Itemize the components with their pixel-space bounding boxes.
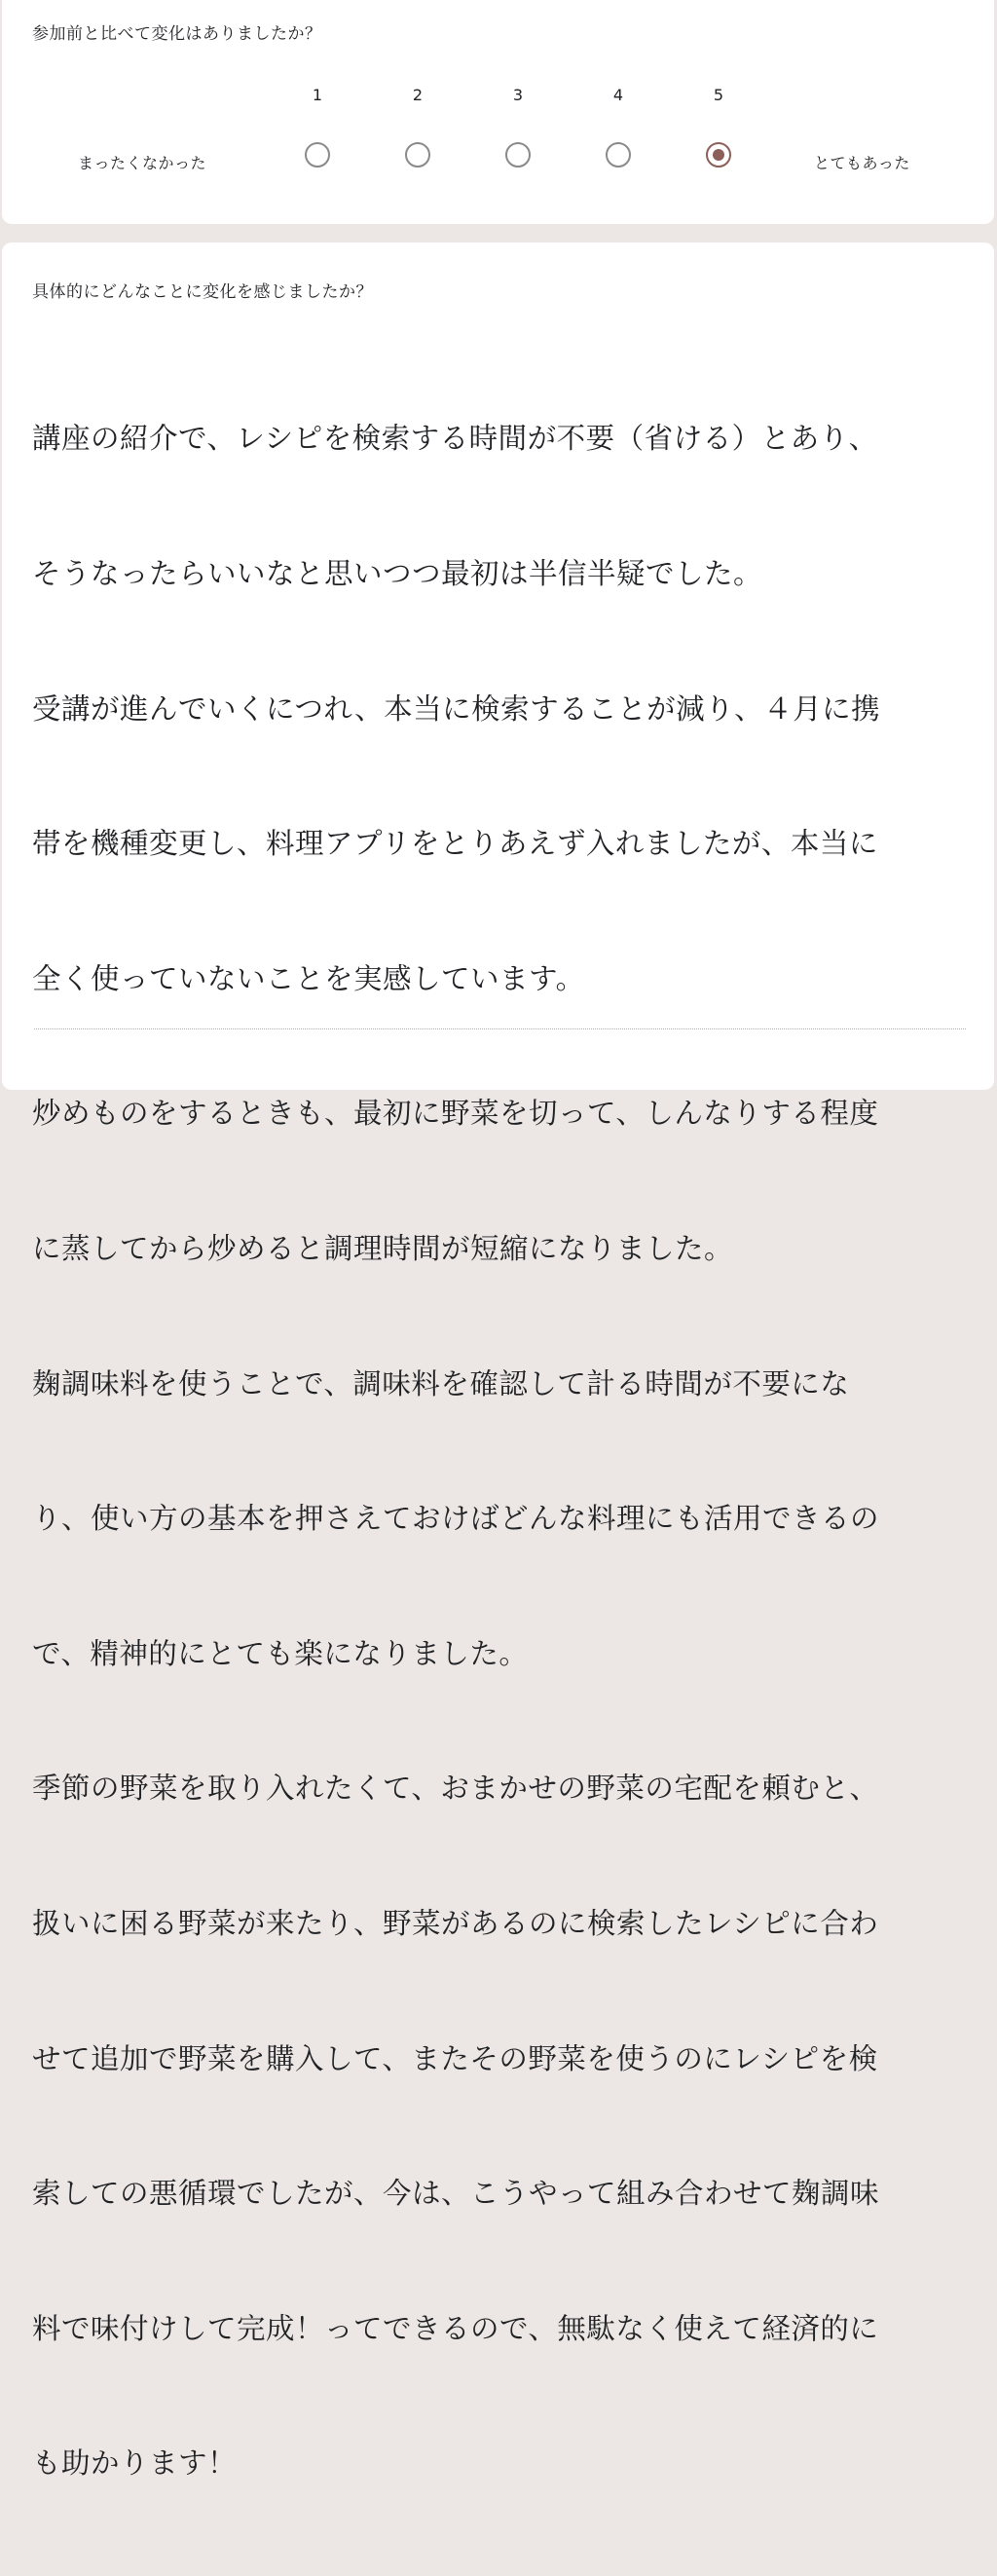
question-title: 具体的にどんなことに変化を感じましたか？ bbox=[32, 282, 373, 302]
question-card-change bbox=[2, 0, 994, 224]
scale-number-5: 5 bbox=[713, 86, 724, 104]
answer-line: 受講が進んでいくにつれ、本当に検索することが減り、４月に携 bbox=[32, 691, 881, 726]
answer-line: 麹調味料を使うことで、調味料を確認して計る時間が不要にな bbox=[32, 1366, 850, 1400]
question-title: 参加前と比べて変化はありましたか？ bbox=[32, 24, 322, 44]
radio-option-4[interactable] bbox=[606, 142, 631, 168]
scale-low-label: まったくなかった bbox=[78, 154, 207, 172]
answer-line: 料で味付けして完成！ってできるので、無駄なく使えて経済的に bbox=[32, 2311, 879, 2345]
scale-number-1: 1 bbox=[312, 86, 323, 104]
answer-line: 炒めものをするときも、最初に野菜を切って、しんなりする程度 bbox=[32, 1097, 879, 1131]
answer-line: 帯を機種変更し、料理アプリをとりあえず入れましたが、本当に bbox=[32, 827, 878, 861]
scale-number-2: 2 bbox=[412, 86, 424, 104]
answer-line: 全く使っていないことを実感しています。 bbox=[32, 961, 585, 995]
answer-text-field[interactable] bbox=[32, 326, 957, 2576]
radio-option-1[interactable] bbox=[305, 142, 330, 168]
answer-line: 講座の紹介で、レシピを検索する時間が不要（省ける）とあり、 bbox=[32, 422, 878, 456]
answer-line: 索しての悪循環でしたが、今は、こうやって組み合わせて麹調味 bbox=[32, 2177, 880, 2211]
answer-line: も助かります！ bbox=[32, 2446, 238, 2481]
scale-high-label: とてもあった bbox=[814, 154, 910, 172]
answer-line: で、精神的にとても楽になりました。 bbox=[32, 1636, 529, 1670]
answer-line: に蒸してから炒めると調理時間が短縮になりました。 bbox=[32, 1231, 734, 1265]
scale-number-4: 4 bbox=[612, 86, 624, 104]
answer-line: 扱いに困る野菜が来たり、野菜があるのに検索したレシピに合わ bbox=[32, 1906, 879, 1940]
answer-line: り、使い方の基本を押さえておけばどんな料理にも活用できるの bbox=[32, 1502, 880, 1536]
scale-number-3: 3 bbox=[512, 86, 524, 104]
radio-option-3[interactable] bbox=[505, 142, 531, 168]
answer-line: 季節の野菜を取り入れたくて、おまかせの野菜の宅配を頼むと、 bbox=[32, 1772, 879, 1806]
radio-option-2[interactable] bbox=[405, 142, 430, 168]
answer-line: せて追加で野菜を購入して、またその野菜を使うのにレシピを検 bbox=[32, 2041, 878, 2075]
answer-underline bbox=[34, 1028, 966, 1029]
answer-line: そうなったらいいなと思いつつ最初は半信半疑でした。 bbox=[32, 557, 763, 590]
question-card-details bbox=[2, 243, 994, 2481]
radio-option-5[interactable] bbox=[706, 142, 731, 168]
